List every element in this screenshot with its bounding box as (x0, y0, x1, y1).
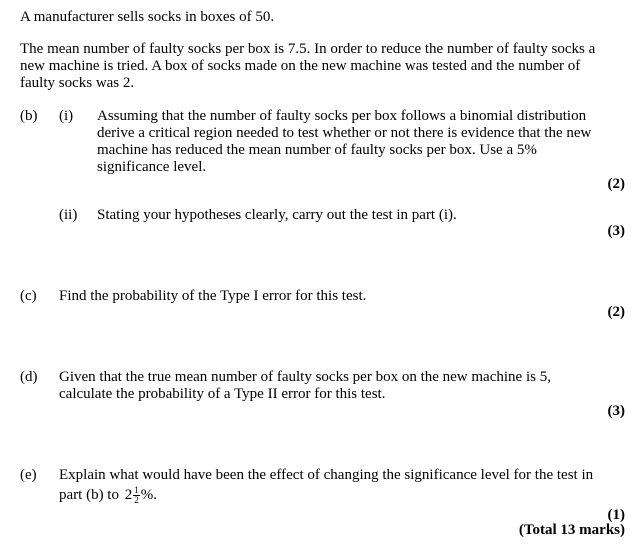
part-b-ii-marks: (3) (607, 223, 625, 239)
context-line-2: new machine is tried. A box of socks made on the new machine was tested and the number of (20, 58, 581, 74)
part-b-ii-text: Stating your hypotheses clearly, carry out the test in part (i). (97, 207, 457, 223)
context-line-1: The mean number of faulty socks per box is 7.5. In order to reduce the number of faulty socks a (20, 41, 596, 57)
part-e-marks: (1) (607, 507, 625, 523)
part-e-fraction-numerator: 1 (134, 485, 139, 495)
part-e-fraction (133, 486, 140, 505)
part-b-ii-label: (ii) (59, 207, 78, 223)
part-e-fraction-denominator: 2 (134, 495, 139, 505)
part-e-line-1: Explain what would have been the effect of changing the significance level for the test in (59, 467, 594, 483)
total-marks: (Total 13 marks) (518, 522, 625, 538)
part-b-i-label: (i) (59, 108, 74, 124)
part-e-whole-number: 2 (124, 486, 133, 503)
part-b-label: (b) (20, 108, 38, 124)
part-c-text: Find the probability of the Type I error for this test. (59, 288, 367, 304)
part-e-label: (e) (20, 467, 37, 483)
context-line-3: faulty socks was 2. (20, 75, 135, 91)
part-b-i-line-4: significance level. (97, 159, 207, 175)
part-e-line-2-suffix: %. (140, 486, 157, 503)
part-b-i-marks: (2) (607, 176, 625, 192)
part-e-line-2-prefix: part (b) to (59, 486, 119, 503)
intro-text: A manufacturer sells socks in boxes of 50. (20, 9, 275, 25)
part-c-label: (c) (20, 288, 37, 304)
part-b-i-line-2: derive a critical region needed to test whether or not there is evidence that the new (97, 125, 592, 141)
part-d-line-2: calculate the probability of a Type II error for this test. (59, 386, 386, 402)
part-e-line-2 (59, 486, 157, 505)
part-b-i-line-3: machine has reduced the mean number of faulty socks per box. Use a 5% (97, 142, 537, 158)
part-d-marks: (3) (607, 403, 625, 419)
part-b-i-line-1: Assuming that the number of faulty socks per box follows a binomial distribution (97, 108, 587, 124)
part-d-label: (d) (20, 369, 38, 385)
part-d-line-1: Given that the true mean number of faulty socks per box on the new machine is 5, (59, 369, 551, 385)
part-c-marks: (2) (607, 304, 625, 320)
